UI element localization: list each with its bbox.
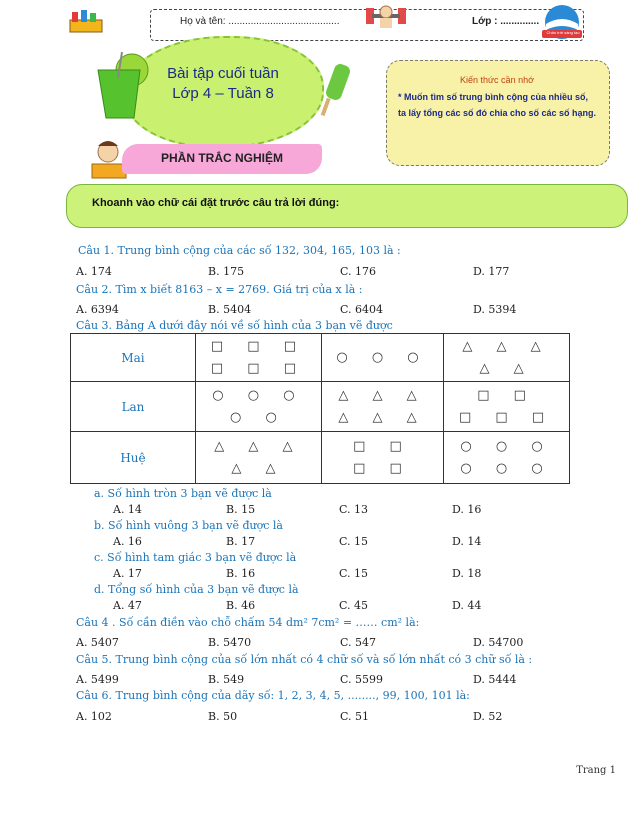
q4-option-d[interactable]: D. 54700	[473, 636, 524, 649]
question-3a: a. Số hình tròn 3 bạn vẽ được là	[94, 487, 272, 500]
table-cell	[444, 382, 570, 432]
table-cell	[444, 432, 570, 484]
title-line-1: Bài tập cuối tuần	[167, 65, 279, 82]
q3b-option-b[interactable]: B. 17	[226, 535, 256, 548]
question-6: Câu 6. Trung bình cộng của dãy số: 1, 2, 3, 4, 5, ........, 99, 100, 101 là:	[76, 689, 470, 702]
row-name: Huệ	[71, 432, 196, 484]
knowledge-text: * Muốn tìm số trung bình cộng của nhiều số, ta lấy tổng các số đó chia cho số các số hạng.	[398, 92, 597, 118]
shapes-line: □ □	[353, 438, 412, 454]
question-2: Câu 2. Tìm x biết 8163 – x = 2769. Giá trị của x là :	[76, 283, 363, 296]
q3d-option-d[interactable]: D. 44	[452, 599, 482, 612]
q3b-option-a[interactable]: A. 16	[113, 535, 142, 548]
q3d-option-b[interactable]: B. 46	[226, 599, 256, 612]
q6-option-b[interactable]: B. 50	[208, 710, 238, 723]
shapes-line: △ △ △	[462, 338, 551, 354]
row-name: Mai	[71, 334, 196, 382]
shapes-line: △ △ △	[338, 409, 427, 425]
q4-option-b[interactable]: B. 5470	[208, 636, 252, 649]
q3c-option-b[interactable]: B. 16	[226, 567, 256, 580]
logo-text: Chân trời sáng tạo	[546, 30, 580, 35]
question-1: Câu 1. Trung bình cộng của các số 132, 304, 165, 103 là :	[78, 244, 401, 257]
shapes-line: □ □ □	[458, 409, 555, 425]
section-label: PHẦN TRẮC NGHIỆM	[161, 151, 283, 165]
shapes-line: △ △	[479, 360, 534, 376]
q3a-option-b[interactable]: B. 15	[226, 503, 256, 516]
shapes-line: △ △	[231, 460, 286, 476]
q3c-option-c[interactable]: C. 15	[339, 567, 369, 580]
q1-option-b[interactable]: B. 175	[208, 265, 245, 278]
q1-option-d[interactable]: D. 177	[473, 265, 510, 278]
title-line-2: Lớp 4 – Tuần 8	[172, 85, 274, 102]
table-row	[71, 334, 570, 382]
table-cell	[444, 334, 570, 382]
shapes-line: △ △ △	[214, 438, 303, 454]
shapes-table	[70, 333, 570, 484]
table-cell	[196, 382, 322, 432]
table-row	[71, 432, 570, 484]
shapes-line: ○ ○	[230, 409, 287, 425]
instruction-text: Khoanh vào chữ cái đặt trước câu trả lời đúng:	[92, 197, 340, 209]
table-cell	[196, 334, 322, 382]
q2-option-c[interactable]: C. 6404	[340, 303, 384, 316]
question-5: Câu 5. Trung bình cộng của số lớn nhất có 4 chữ số và số lớn nhất có 3 chữ số là :	[76, 653, 533, 666]
q6-option-d[interactable]: D. 52	[473, 710, 503, 723]
q2-option-a[interactable]: A. 6394	[76, 303, 119, 316]
class-field[interactable]: Lớp : ..............	[472, 16, 540, 27]
table-row	[71, 382, 570, 432]
q5-option-a[interactable]: A. 5499	[76, 673, 119, 686]
q3c-option-a[interactable]: A. 17	[113, 567, 142, 580]
shapes-line: △ △ △	[338, 387, 427, 403]
shapes-line: □ □	[353, 460, 412, 476]
shapes-line: □ □	[477, 387, 536, 403]
q5-option-d[interactable]: D. 5444	[473, 673, 517, 686]
table-cell	[321, 382, 443, 432]
q6-option-a[interactable]: A. 102	[76, 710, 112, 723]
question-4: Câu 4 . Số cần điền vào chỗ chấm 54 dm² 7cm² = …… cm² là:	[76, 616, 420, 629]
table-cell	[196, 432, 322, 484]
q4-option-c[interactable]: C. 547	[340, 636, 377, 649]
row-name: Lan	[71, 382, 196, 432]
q2-option-d[interactable]: D. 5394	[473, 303, 517, 316]
page-title	[128, 64, 318, 104]
q2-option-b[interactable]: B. 5404	[208, 303, 252, 316]
popsicle-icon	[316, 60, 360, 124]
student-name-field[interactable]: Họ và tên: ........................................	[180, 16, 340, 27]
q3a-option-c[interactable]: C. 13	[339, 503, 369, 516]
table-cell	[321, 334, 443, 382]
logo-book-icon	[536, 4, 588, 44]
q3a-option-a[interactable]: A. 14	[113, 503, 142, 516]
question-3: Câu 3. Bảng A dưới đây nói về số hình của 3 bạn vẽ được	[76, 319, 393, 332]
table-cell	[321, 432, 443, 484]
question-3b: b. Số hình vuông 3 bạn vẽ được là	[94, 519, 283, 532]
question-3d: d. Tổng số hình của 3 bạn vẽ được là	[94, 583, 299, 596]
q6-option-c[interactable]: C. 51	[340, 710, 370, 723]
weightlifter-icon	[364, 2, 408, 34]
shapes-line: ○ ○ ○	[212, 387, 305, 403]
shapes-line: ○ ○ ○	[460, 460, 553, 476]
q5-option-c[interactable]: C. 5599	[340, 673, 384, 686]
page-number: Trang 1	[576, 765, 616, 776]
q1-option-c[interactable]: C. 176	[340, 265, 377, 278]
shapes-line: □ □ □	[210, 360, 306, 376]
q3d-option-a[interactable]: A. 47	[113, 599, 142, 612]
shapes-line: □ □ □	[210, 338, 306, 354]
q3d-option-c[interactable]: C. 45	[339, 599, 369, 612]
q3c-option-d[interactable]: D. 18	[452, 567, 482, 580]
q1-option-a[interactable]: A. 174	[76, 265, 112, 278]
q3b-option-c[interactable]: C. 15	[339, 535, 369, 548]
q5-option-b[interactable]: B. 549	[208, 673, 245, 686]
shapes-line: ○ ○ ○	[460, 438, 553, 454]
crayon-box-icon	[68, 10, 104, 38]
shapes-line: ○ ○ ○	[336, 349, 429, 365]
question-3c: c. Số hình tam giác 3 bạn vẽ được là	[94, 551, 297, 564]
q3a-option-d[interactable]: D. 16	[452, 503, 482, 516]
q4-option-a[interactable]: A. 5407	[76, 636, 119, 649]
q3b-option-d[interactable]: D. 14	[452, 535, 482, 548]
knowledge-title: Kiến thức cần nhớ	[460, 75, 534, 85]
